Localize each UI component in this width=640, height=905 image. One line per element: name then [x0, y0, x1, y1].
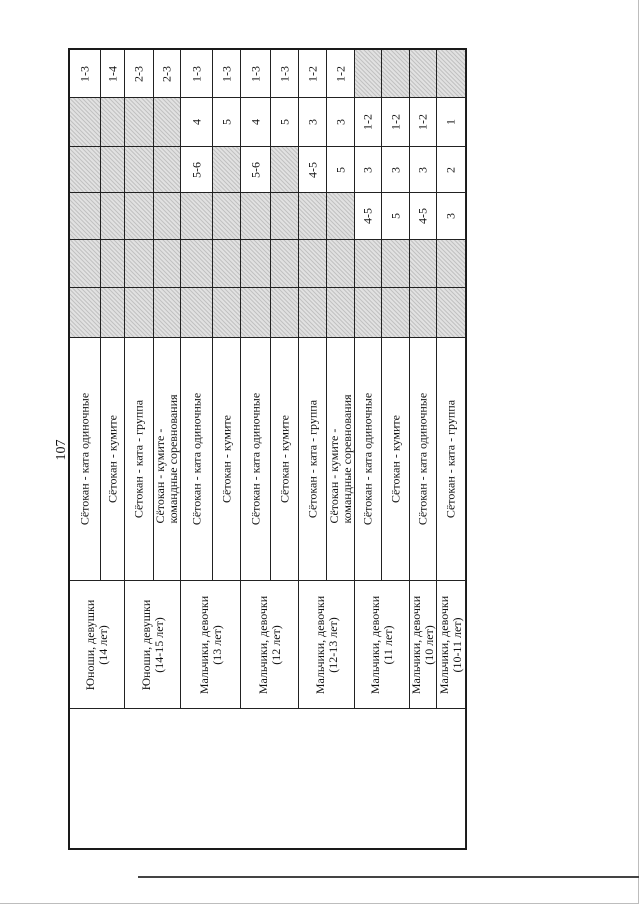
event-label-line: Сётокан - кумите — [388, 415, 402, 503]
event-label-line: Сётокан - ката - группа — [131, 399, 146, 519]
event-label — [190, 393, 203, 525]
result-cell — [181, 193, 213, 240]
event-cell — [101, 338, 125, 581]
result-cell — [355, 50, 382, 98]
result-value: 3 — [360, 166, 375, 173]
event-label — [154, 394, 180, 523]
age-group-label-line: Мальчики, девочки — [255, 595, 270, 694]
result-value: 5 — [333, 166, 347, 173]
result-value: 2-3 — [131, 65, 146, 82]
result-cell — [70, 240, 101, 288]
result-cell — [327, 193, 355, 240]
result-cell — [271, 193, 299, 240]
result-value: 1 — [443, 119, 458, 125]
event-label-line: Сётокан - кумите — [219, 415, 233, 503]
result-value: 5-6 — [248, 161, 262, 178]
result-cell — [410, 147, 437, 193]
event-cell — [154, 338, 181, 581]
event-label-line: командные соревнования — [166, 394, 180, 524]
result-cell — [327, 98, 355, 147]
result-value: 1-2 — [305, 65, 319, 82]
result-cell — [101, 193, 125, 240]
result-cell — [271, 288, 299, 338]
event-label — [362, 393, 375, 525]
result-cell — [70, 98, 101, 147]
event-label-line: Сётокан - ката одиночные — [248, 392, 262, 526]
age-group-label-line: Юноши, девушки — [83, 599, 97, 690]
result-cell — [181, 288, 213, 338]
age-group-label — [257, 595, 283, 693]
event-label — [249, 393, 262, 525]
blank-header-cell — [70, 709, 466, 848]
result-cell — [181, 240, 213, 288]
age-group-label — [84, 599, 110, 690]
event-cell — [241, 338, 271, 581]
result-cell — [410, 98, 437, 147]
bottom-rule — [138, 876, 639, 878]
result-cell — [125, 50, 154, 98]
result-cell — [154, 50, 181, 98]
result-cell — [299, 50, 327, 98]
event-label-line: Сётокан - кумите - — [153, 428, 167, 524]
result-cell — [70, 50, 101, 98]
result-cell — [213, 288, 241, 338]
result-cell — [382, 240, 410, 288]
age-group-label-line: (14-15 лет) — [151, 616, 166, 673]
event-label-line: Сётокан - ката одиночные — [77, 392, 92, 526]
event-label-line: Сётокан - кумите — [277, 415, 291, 503]
event-cell — [382, 338, 410, 581]
event-label — [389, 415, 402, 503]
result-value: 5-6 — [189, 161, 203, 178]
result-cell — [355, 288, 382, 338]
result-cell — [355, 98, 382, 147]
result-cell — [327, 240, 355, 288]
result-value: 4 — [189, 119, 203, 125]
age-group-cell — [181, 581, 241, 709]
result-cell — [437, 240, 466, 288]
result-value: 4-5 — [305, 161, 319, 178]
result-value: 1-3 — [277, 65, 291, 82]
result-cell — [327, 288, 355, 338]
result-cell — [154, 98, 181, 147]
result-cell — [101, 288, 125, 338]
result-cell — [410, 50, 437, 98]
event-label — [417, 393, 430, 525]
age-group-label-line: (11 лет) — [381, 624, 395, 665]
page-number: 107 — [54, 439, 69, 461]
result-cell — [327, 147, 355, 193]
result-cell — [410, 240, 437, 288]
result-cell — [410, 288, 437, 338]
age-group-cell — [241, 581, 299, 709]
result-cell — [437, 193, 466, 240]
age-group-label-line: (14 лет) — [96, 624, 110, 665]
result-cell — [70, 288, 101, 338]
age-group-cell — [299, 581, 355, 709]
result-cell — [181, 50, 213, 98]
result-value: 3 — [305, 119, 319, 125]
result-cell — [154, 288, 181, 338]
event-cell — [327, 338, 355, 581]
event-label — [445, 400, 458, 518]
event-cell — [271, 338, 299, 581]
result-value: 1-4 — [105, 65, 119, 82]
event-cell — [299, 338, 327, 581]
result-value: 1-2 — [415, 114, 430, 130]
age-group-label-line: Мальчики, девочки — [312, 595, 327, 694]
result-cell — [271, 50, 299, 98]
result-cell — [213, 240, 241, 288]
age-group-label-line: Юноши, девушки — [138, 599, 153, 690]
event-cell — [410, 338, 437, 581]
result-value: 5 — [277, 119, 291, 125]
age-group-label-line: Мальчики, девочки — [196, 595, 211, 694]
result-cell — [271, 147, 299, 193]
result-cell — [125, 240, 154, 288]
result-cell — [213, 50, 241, 98]
result-cell — [101, 50, 125, 98]
event-cell — [125, 338, 154, 581]
event-cell — [213, 338, 241, 581]
event-label-line: Сётокан - ката - группа — [305, 399, 319, 519]
result-cell — [241, 50, 271, 98]
age-group-label-line: (10 лет) — [422, 624, 436, 665]
result-cell — [125, 193, 154, 240]
result-cell — [125, 147, 154, 193]
result-cell — [101, 147, 125, 193]
result-cell — [355, 193, 382, 240]
age-group-label — [198, 595, 224, 693]
result-value: 3 — [333, 119, 347, 125]
event-label — [133, 400, 146, 518]
age-group-label-line: (10-11 лет) — [450, 616, 464, 673]
result-value: 5 — [219, 119, 233, 125]
event-label — [306, 400, 319, 518]
result-cell — [382, 193, 410, 240]
result-cell — [213, 98, 241, 147]
result-value: 1-3 — [219, 65, 233, 82]
result-value: 3 — [443, 213, 458, 219]
age-group-label-line: Мальчики, девочки — [368, 595, 382, 694]
result-value: 1-3 — [189, 65, 203, 82]
result-cell — [271, 240, 299, 288]
result-value: 3 — [388, 166, 402, 173]
age-group-cell — [410, 581, 437, 709]
result-value: 1-2 — [333, 65, 347, 82]
age-group-label-line: Мальчики, девочки — [437, 595, 451, 694]
result-cell — [299, 193, 327, 240]
result-cell — [241, 147, 271, 193]
result-cell — [410, 193, 437, 240]
result-cell — [355, 240, 382, 288]
event-label-line: Сётокан - ката - группа — [443, 399, 458, 519]
event-label-line: Сётокан - кумите - — [326, 428, 341, 524]
result-cell — [271, 98, 299, 147]
result-value: 4-5 — [415, 208, 430, 224]
result-value: 4 — [248, 119, 262, 125]
age-group-label — [140, 599, 166, 690]
result-cell — [154, 147, 181, 193]
event-cell — [437, 338, 466, 581]
event-label-line: Сётокан - кумите — [105, 415, 119, 503]
result-cell — [437, 98, 466, 147]
age-group-label-line: (12-13 лет) — [325, 616, 340, 673]
result-cell — [241, 98, 271, 147]
result-cell — [213, 147, 241, 193]
result-cell — [382, 50, 410, 98]
result-value: 3 — [415, 166, 430, 173]
result-cell — [125, 288, 154, 338]
result-cell — [382, 98, 410, 147]
result-cell — [327, 50, 355, 98]
result-value: 1-2 — [360, 114, 375, 130]
result-cell — [213, 193, 241, 240]
age-group-label-line: (12 лет) — [268, 624, 283, 665]
event-label-line: командные соревнования — [339, 394, 354, 524]
result-cell — [382, 288, 410, 338]
result-cell — [241, 193, 271, 240]
result-cell — [70, 147, 101, 193]
age-group-cell — [437, 581, 466, 709]
age-group-label — [369, 595, 395, 693]
result-value: 5 — [388, 213, 402, 219]
age-group-label-line: (13 лет) — [209, 624, 224, 665]
result-cell — [299, 147, 327, 193]
result-value: 1-2 — [388, 114, 402, 130]
age-group-cell — [125, 581, 181, 709]
result-cell — [437, 50, 466, 98]
result-cell — [101, 98, 125, 147]
result-cell — [241, 288, 271, 338]
age-group-cell — [355, 581, 410, 709]
result-cell — [241, 240, 271, 288]
age-group-label — [314, 595, 340, 693]
age-group-label-line: Мальчики, девочки — [409, 595, 423, 694]
result-cell — [70, 193, 101, 240]
result-cell — [181, 147, 213, 193]
result-value: 4-5 — [360, 208, 375, 224]
competition-table — [68, 48, 467, 850]
event-label — [278, 415, 291, 503]
result-value: 2 — [443, 166, 458, 173]
event-cell — [70, 338, 101, 581]
age-group-label — [410, 595, 436, 693]
result-cell — [437, 147, 466, 193]
result-cell — [154, 240, 181, 288]
age-group-label — [438, 595, 464, 693]
result-cell — [299, 288, 327, 338]
result-cell — [299, 240, 327, 288]
event-cell — [181, 338, 213, 581]
result-cell — [154, 193, 181, 240]
event-label — [106, 415, 119, 503]
age-group-cell — [70, 581, 125, 709]
event-label-line: Сётокан - ката одиночные — [360, 392, 375, 526]
result-cell — [382, 147, 410, 193]
result-cell — [299, 98, 327, 147]
result-cell — [181, 98, 213, 147]
event-label — [79, 393, 92, 525]
result-cell — [101, 240, 125, 288]
result-value: 2-3 — [159, 65, 174, 82]
event-label-line: Сётокан - ката одиночные — [415, 392, 430, 526]
event-label — [328, 394, 354, 523]
event-label — [220, 415, 233, 503]
event-cell — [355, 338, 382, 581]
result-value: 1-3 — [248, 65, 262, 82]
result-value: 1-3 — [77, 65, 92, 82]
result-cell — [355, 147, 382, 193]
result-cell — [125, 98, 154, 147]
event-label-line: Сётокан - ката одиночные — [189, 392, 203, 526]
result-cell — [437, 288, 466, 338]
